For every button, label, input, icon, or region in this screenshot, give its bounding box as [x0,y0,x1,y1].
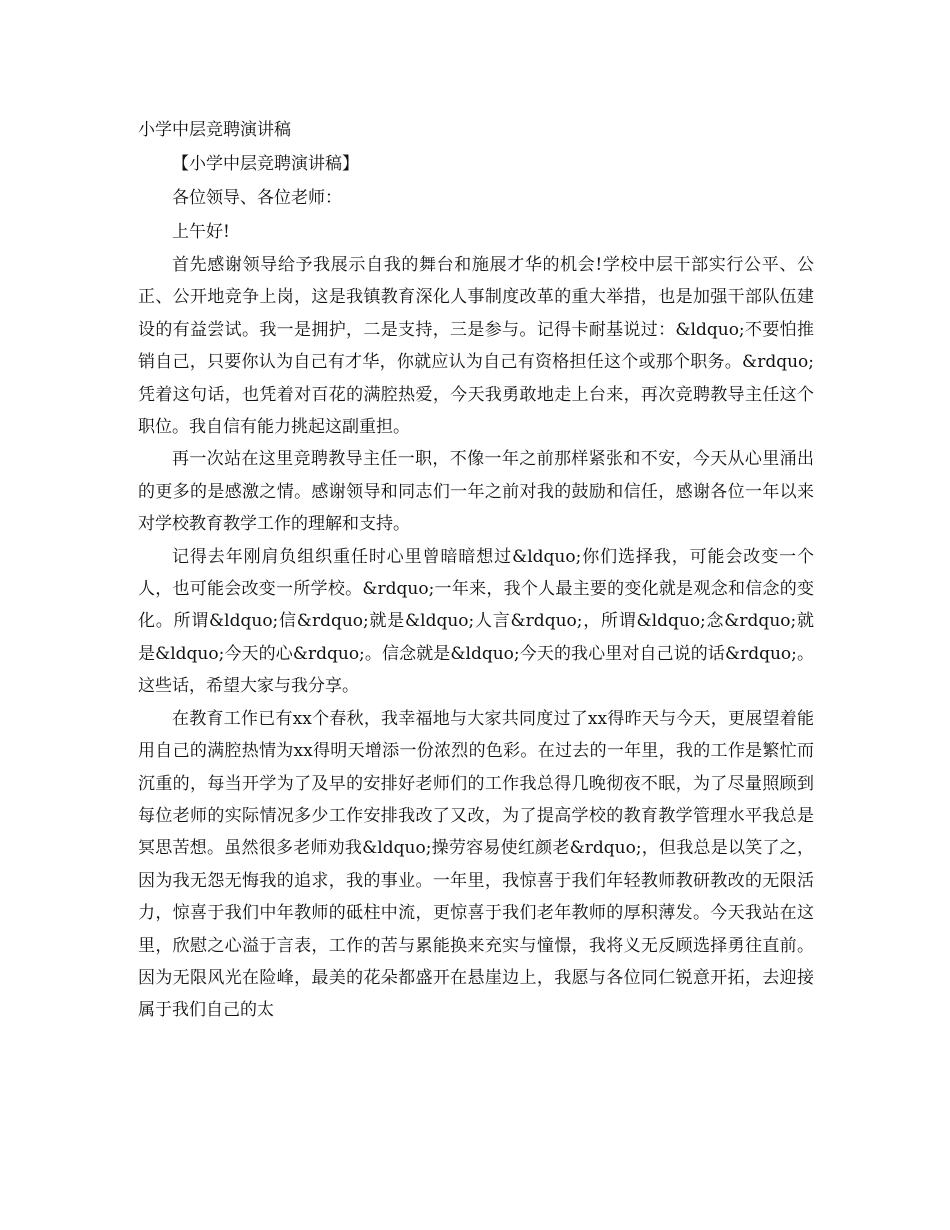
salutation: 各位领导、各位老师： [172,188,342,208]
paragraph-4: 在教育工作已有xx个春秋，我幸福地与大家共同度过了xx得昨天与今天，更展望着能用自己的满腔热情为xx得明天增添一份浓烈的色彩。在过去的一年里，我的工作是繁忙而沉重的，每当开学为了及早的安排好老师们的工作我总得几晚彻夜不眠，为了尽量照顾到每位老师的实际情况多少工作安排我改了又改，为了提高学校的教育教学管理水平我总是冥思苦想。虽然很多老师劝我&ldquo;操劳容易使红颜老&rdquo;，但我总是以笑了之，因为我无怨无悔我的追求，我的事业。一年里，我惊喜于我们年轻教师教研教改的无限活力，惊喜于我们中年教师的砥柱中流，更惊喜于我们老年教师的厚积薄发。今天我站在这里，欣慰之心溢于言表，工作的苦与累能换来充实与憧憬，我将义无反顾选择勇往直前。因为无限风光在险峰，最美的花朵都盛开在悬崖边上，我愿与各位同仁锐意开拓，去迎接属于我们自己的太 [138,708,814,1021]
paragraph-1: 首先感谢领导给予我展示自我的舞台和施展才华的机会!学校中层干部实行公平、公正、公开地竞争上岗，这是我镇教育深化人事制度改革的重大举措，也是加强干部队伍建设的有益尝试。我一是拥护，二是支持，三是参与。记得卡耐基说过：&ldquo;不要怕推销自己，只要你认为自己有才华，你就应认为自己有资格担任这个或那个职务。&rdquo;凭着这句话，也凭着对百花的满腔热爱，今天我勇敢地走上台来，再次竞聘教导主任这个职位。我自信有能力挑起这副重担。 [138,255,814,438]
document-title: 小学中层竞聘演讲稿 [138,120,291,140]
paragraph-3: 记得去年刚肩负组织重任时心里曾暗暗想过&ldquo;你们选择我，可能会改变一个人，也可能会改变一所学校。&rdquo;一年来，我个人最主要的变化就是观念和信念的变化。所谓&ldquo;信&rdquo;就是&ldquo;人言&rdquo;，所谓&ldquo;念&rdquo;就是&ldquo;今天的心&rdquo;。信念就是&ldquo;今天的我心里对自己说的话&rdquo;。这些话，希望大家与我分享。 [138,546,814,697]
greeting: 上午好! [172,222,230,242]
paragraph-2: 再一次站在这里竞聘教导主任一职，不像一年之前那样紧张和不安，今天从心里涌出的更多的是感激之情。感谢领导和同志们一年之前对我的鼓励和信任，感谢各位一年以来对学校教育教学工作的理解和支持。 [138,449,814,535]
document-page [138,113,814,1027]
document-subtitle: 【小学中层竞聘演讲稿】 [172,154,359,174]
